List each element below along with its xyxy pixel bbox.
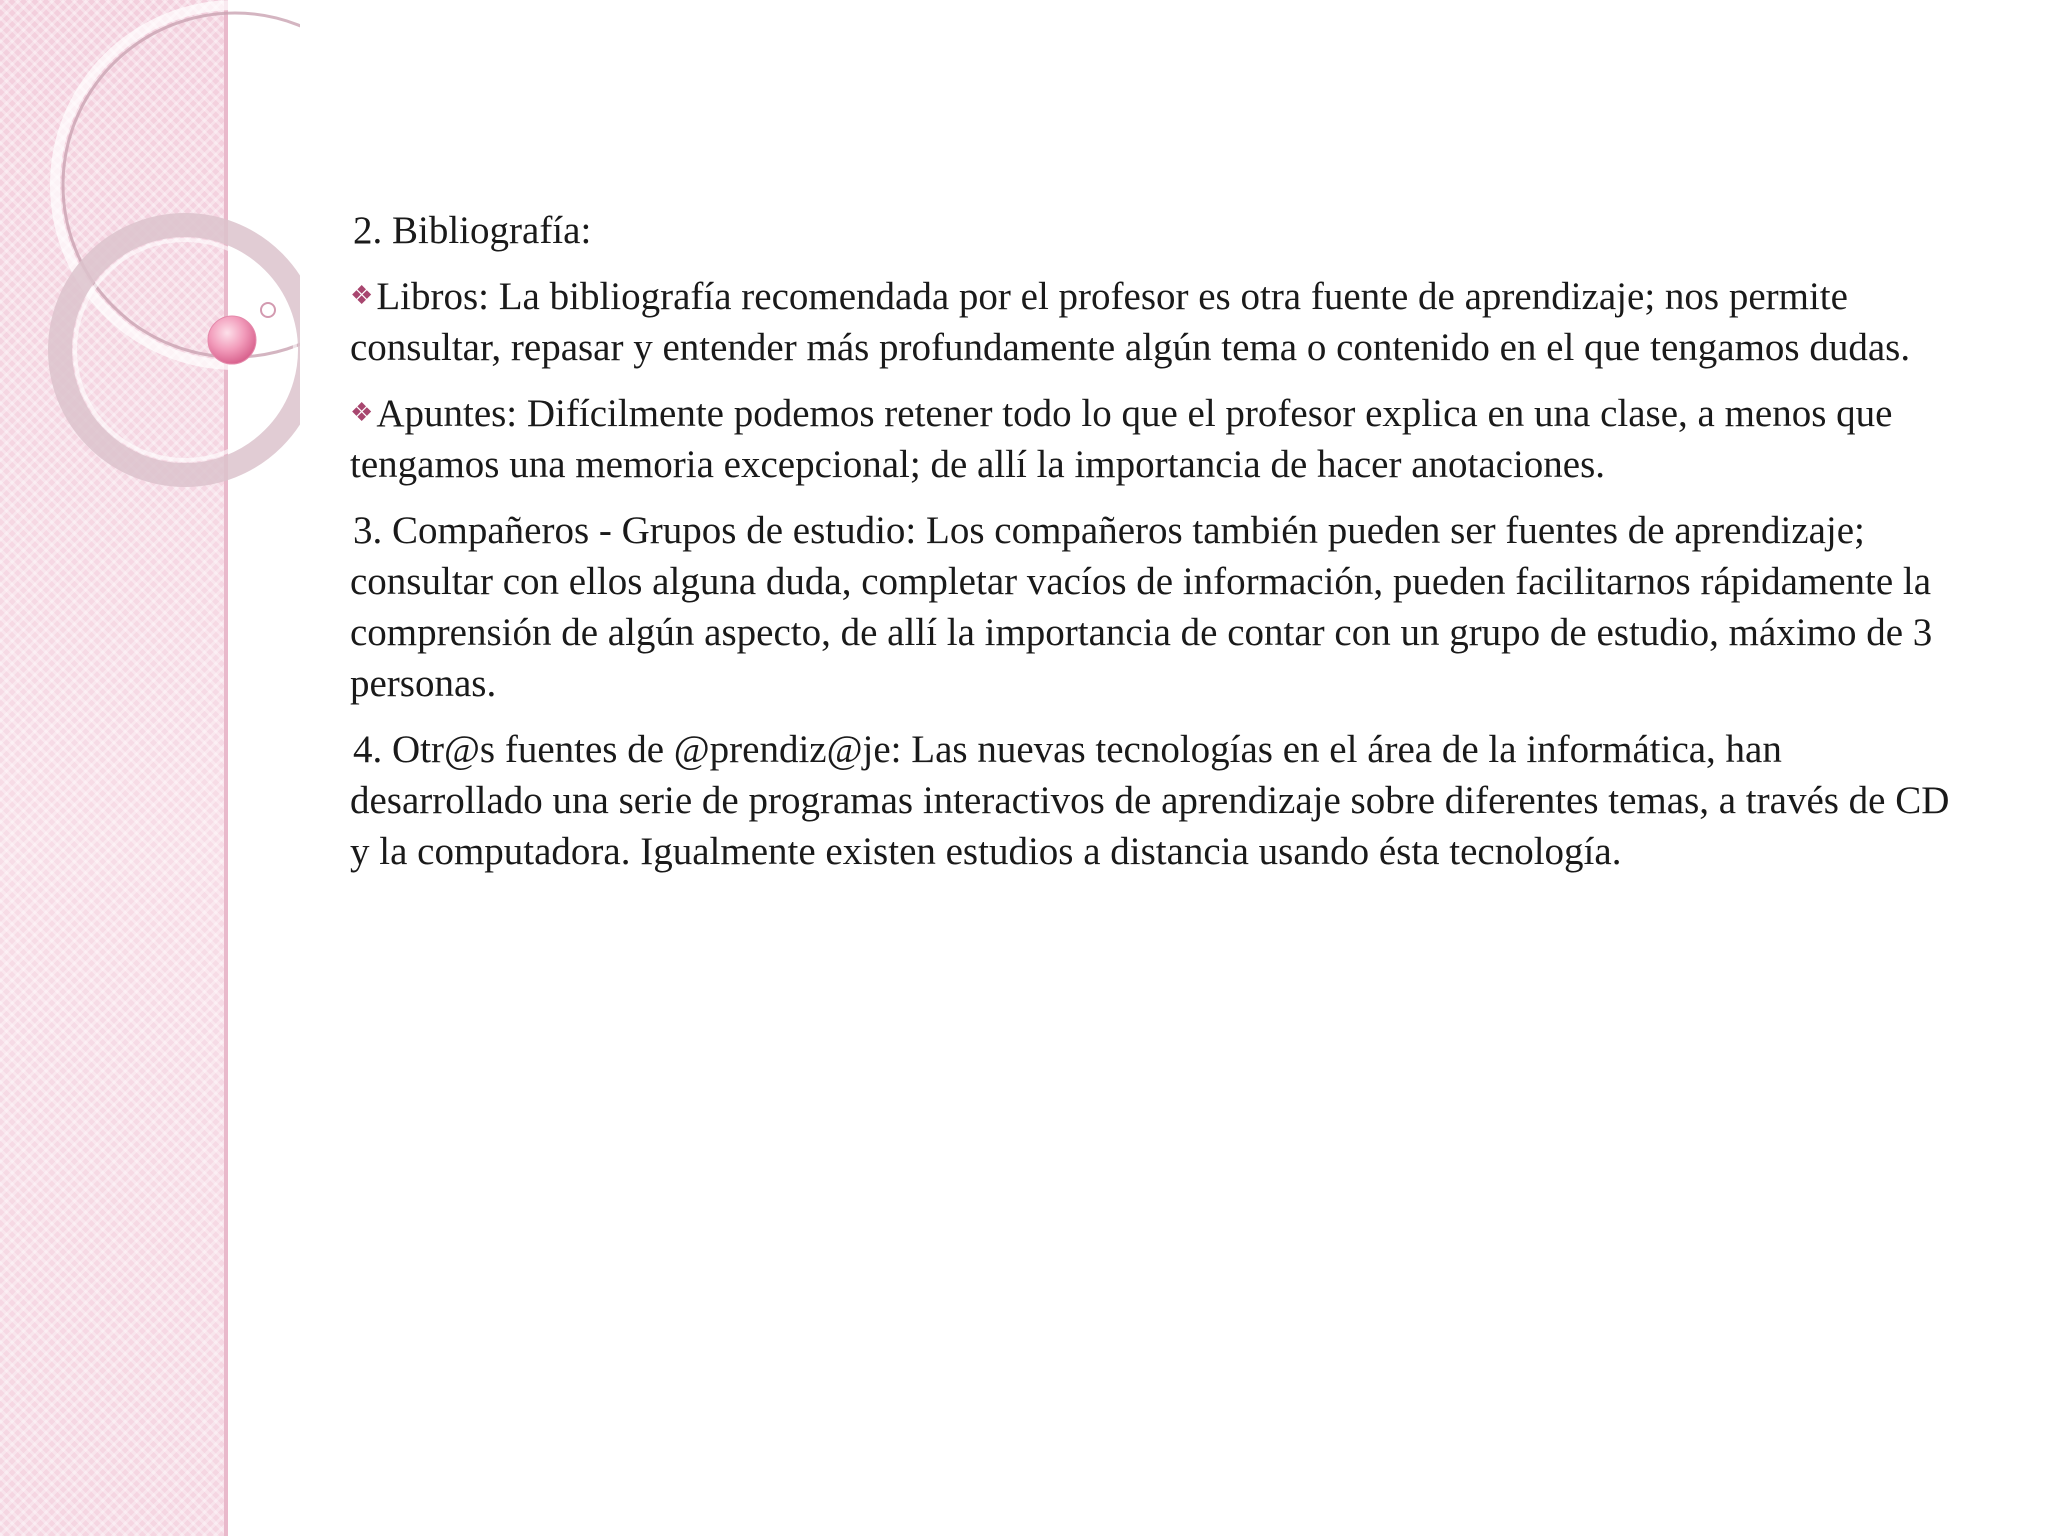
diamond-bullet-icon: ❖ — [350, 281, 374, 310]
slide-content — [350, 204, 1970, 891]
paragraph-companeros — [350, 504, 1970, 709]
paragraph-apuntes — [350, 387, 1970, 490]
paragraph-libros — [350, 270, 1970, 373]
paragraph-bibliografia — [350, 204, 1970, 256]
paragraph-text: 3. Compañeros - Grupos de estudio: Los compañeros también pueden ser fuentes de aprendizaje; consultar con ellos alguna duda, completar vacíos de información, pueden facilitarnos rápidamente la comprensión de algún aspecto, de allí la importancia de contar con un grupo de estudio, máximo de 3 personas. — [350, 509, 1933, 705]
paragraph-text: Libros: La bibliografía recomendada por el profesor es otra fuente de aprendizaje; nos permite consultar, repasar y entender más profundamente algún tema o contenido en el que tengamos dudas. — [350, 275, 1911, 369]
paragraph-otras-fuentes — [350, 723, 1970, 877]
paragraph-text: 4. Otr@s fuentes de @prendiz@je: Las nuevas tecnologías en el área de la informática, han desarrollado una serie de programas interactivos de aprendizaje sobre diferentes temas, a través de CD y la computadora. Igualmente existen estudios a distancia usando ésta tecnología. — [350, 728, 1950, 873]
paragraph-text: Apuntes: Difícilmente podemos retener todo lo que el profesor explica en una clase, a menos que tengamos una memoria excepcional; de allí la importancia de hacer anotaciones. — [350, 392, 1893, 486]
decorative-rings — [0, 0, 300, 520]
paragraph-text: 2. Bibliografía: — [353, 209, 592, 252]
small-ring-icon — [261, 303, 275, 317]
middle-ring-icon — [60, 225, 300, 475]
diamond-bullet-icon: ❖ — [350, 398, 374, 427]
pink-orb-icon — [208, 316, 256, 364]
